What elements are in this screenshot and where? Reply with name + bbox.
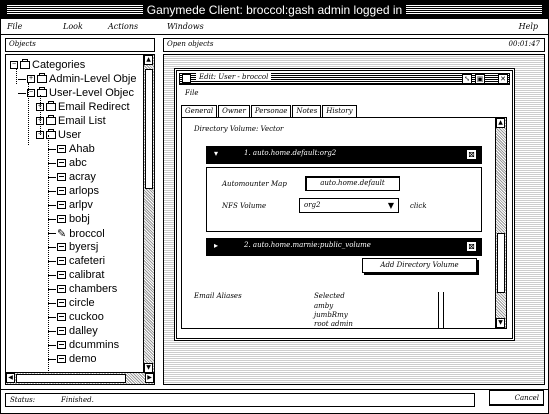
edit-user-window bbox=[174, 68, 515, 341]
tree-node-categories[interactable]: − Categories bbox=[11, 59, 86, 71]
tab-history[interactable]: History bbox=[322, 105, 356, 117]
dropdown-arrow-icon[interactable]: ▼ bbox=[387, 201, 394, 210]
tree-leaf-chambers[interactable]: chambers bbox=[48, 283, 117, 295]
objects-header bbox=[5, 38, 155, 52]
object-tree-panel bbox=[5, 54, 155, 385]
objects-header-label: Objects bbox=[9, 40, 36, 48]
menu-bar bbox=[1, 19, 548, 35]
triangle-right-icon[interactable]: ▸ bbox=[214, 241, 219, 250]
user-icon bbox=[57, 159, 66, 167]
user-icon bbox=[57, 215, 66, 223]
expand-icon[interactable]: + bbox=[28, 75, 34, 82]
open-objects-header bbox=[163, 38, 545, 52]
scroll-down-icon[interactable]: ▼ bbox=[496, 318, 505, 328]
folder-icon bbox=[46, 131, 56, 139]
tree-leaf-ahab[interactable]: Ahab bbox=[48, 143, 95, 155]
tab-personae[interactable]: Personae bbox=[251, 105, 292, 117]
scroll-up-icon[interactable]: ▲ bbox=[496, 118, 505, 128]
directory-volume-label: Directory Volume: Vector bbox=[194, 125, 284, 133]
menu-actions[interactable]: Actions bbox=[108, 22, 139, 31]
tree-horizontal-scrollbar[interactable] bbox=[6, 372, 154, 384]
email-aliases-list[interactable] bbox=[278, 292, 448, 329]
tab-owner[interactable]: Owner bbox=[218, 105, 250, 117]
user-icon bbox=[57, 187, 66, 195]
tab-panel bbox=[181, 117, 507, 329]
tree-leaf-arlpv[interactable]: arlpv bbox=[48, 199, 93, 211]
list-item[interactable]: root admin bbox=[314, 320, 353, 328]
edit-menu-file[interactable]: File bbox=[185, 89, 199, 97]
tab-notes[interactable]: Notes bbox=[292, 105, 321, 117]
menu-help[interactable]: Help bbox=[518, 22, 538, 31]
panel-scroll-thumb[interactable] bbox=[497, 233, 505, 293]
window-title: Ganymede Client: broccol:gash admin logged in bbox=[143, 3, 406, 17]
volume-1-header[interactable]: ▾ 1. auto.home.default:org2 ⊠ bbox=[206, 146, 482, 164]
triangle-down-icon[interactable]: ▾ bbox=[214, 149, 219, 158]
folder-icon bbox=[20, 61, 30, 69]
user-icon bbox=[57, 285, 66, 293]
session-clock: 00:01:47 bbox=[508, 40, 540, 48]
user-icon bbox=[57, 145, 66, 153]
window-menu-icon[interactable] bbox=[182, 74, 191, 83]
tree-leaf-acray[interactable]: acray bbox=[48, 171, 96, 183]
edit-window-title: Edit: User - broccol bbox=[196, 73, 271, 81]
click-label: click bbox=[410, 202, 427, 210]
iconify-icon[interactable]: ⤡ bbox=[462, 74, 472, 84]
user-icon bbox=[57, 243, 66, 251]
object-tree bbox=[6, 55, 144, 373]
volume-2-name: auto.home.marnie:public_volume bbox=[252, 241, 371, 249]
email-aliases-label: Email Aliases bbox=[194, 292, 242, 300]
tree-leaf-bobj[interactable]: bobj bbox=[48, 213, 90, 225]
scroll-down-icon[interactable]: ▼ bbox=[144, 363, 153, 373]
user-icon bbox=[57, 173, 66, 181]
collapse-icon[interactable]: − bbox=[11, 61, 17, 68]
status-bar bbox=[1, 389, 548, 413]
delete-volume-1-icon[interactable]: ⊠ bbox=[466, 149, 477, 160]
volume-2-header[interactable]: ▸ 2. auto.home.marnie:public_volume ⊠ bbox=[206, 238, 482, 256]
user-icon bbox=[57, 341, 66, 349]
menu-look[interactable]: Look bbox=[63, 22, 83, 31]
aliases-selected-label: Selected bbox=[314, 292, 345, 300]
delete-volume-2-icon[interactable]: ⊠ bbox=[466, 241, 477, 252]
tree-leaf-broccol[interactable]: ✎ broccol bbox=[48, 227, 105, 240]
tree-leaf-abc[interactable]: abc bbox=[48, 157, 87, 169]
collapse-icon[interactable]: − bbox=[28, 89, 34, 96]
tree-node-user-level-objects[interactable]: − User-Level Objec bbox=[18, 87, 134, 99]
list-item[interactable]: amby bbox=[314, 302, 334, 310]
user-icon bbox=[57, 257, 66, 265]
menu-windows[interactable]: Windows bbox=[167, 22, 204, 31]
user-icon bbox=[57, 299, 66, 307]
nfs-volume-select[interactable]: org2 ▼ bbox=[299, 198, 399, 213]
expand-icon[interactable]: + bbox=[37, 103, 43, 110]
aliases-scrollbar[interactable] bbox=[438, 292, 444, 329]
tree-vertical-scrollbar[interactable] bbox=[143, 55, 154, 373]
user-icon bbox=[57, 271, 66, 279]
edit-window-titlebar[interactable] bbox=[179, 73, 510, 85]
user-icon bbox=[57, 355, 66, 363]
tree-node-email-list[interactable]: + Email List bbox=[37, 115, 106, 127]
folder-icon bbox=[46, 117, 56, 125]
tab-general[interactable]: General bbox=[181, 105, 217, 117]
tree-node-email-redirect[interactable]: + Email Redirect bbox=[37, 101, 130, 113]
title-bar[interactable] bbox=[1, 1, 548, 19]
tree-leaf-circle[interactable]: circle bbox=[48, 297, 95, 309]
scroll-right-icon[interactable]: ▶ bbox=[145, 373, 154, 383]
nfs-volume-label: NFS Volume bbox=[222, 202, 267, 210]
folder-icon bbox=[37, 89, 47, 97]
open-objects-label: Open objects bbox=[167, 40, 214, 48]
tree-leaf-cuckoo[interactable]: cuckoo bbox=[48, 311, 104, 323]
close-icon[interactable]: ✕ bbox=[498, 74, 508, 84]
expand-icon[interactable]: + bbox=[37, 117, 43, 124]
scroll-left-icon[interactable]: ◀ bbox=[6, 373, 15, 383]
cancel-button[interactable]: Cancel bbox=[489, 390, 544, 406]
tree-leaf-arlops[interactable]: arlops bbox=[48, 185, 99, 197]
user-icon bbox=[57, 327, 66, 335]
folder-icon bbox=[37, 75, 47, 83]
folder-icon bbox=[46, 103, 56, 111]
tree-leaf-calibrat[interactable]: calibrat bbox=[48, 269, 104, 281]
menu-file[interactable]: File bbox=[7, 22, 23, 31]
scroll-up-icon[interactable]: ▲ bbox=[144, 55, 153, 65]
tree-leaf-byersj[interactable]: byersj bbox=[48, 241, 98, 253]
automounter-field[interactable]: auto.home.default bbox=[305, 176, 400, 191]
tree-scroll-thumb[interactable] bbox=[145, 69, 153, 189]
tab-strip bbox=[181, 105, 358, 117]
tree-hscroll-thumb[interactable] bbox=[16, 374, 126, 383]
tree-leaf-dcummins[interactable]: dcummins bbox=[48, 339, 119, 351]
volume-1-body bbox=[206, 167, 482, 232]
tree-leaf-demo[interactable]: demo bbox=[48, 353, 97, 365]
pencil-icon: ✎ bbox=[57, 228, 67, 240]
user-icon bbox=[57, 313, 66, 321]
list-item[interactable]: jumbRmy bbox=[314, 311, 348, 319]
maximize-icon[interactable]: ▣ bbox=[476, 75, 484, 83]
tree-node-user[interactable]: − User bbox=[37, 129, 82, 141]
user-icon bbox=[57, 201, 66, 209]
status-field bbox=[5, 393, 475, 407]
tree-leaf-cafeteri[interactable]: cafeteri bbox=[48, 255, 105, 267]
status-label: Status: bbox=[10, 396, 36, 404]
volume-1-name: auto.home.default:org2 bbox=[252, 149, 337, 157]
add-directory-volume-button[interactable]: Add Directory Volume bbox=[362, 258, 477, 273]
automounter-label: Automounter Map bbox=[222, 180, 287, 188]
panel-vertical-scrollbar[interactable] bbox=[495, 118, 506, 328]
status-value: Finished. bbox=[61, 396, 94, 404]
tree-node-admin-level-objects[interactable]: + Admin-Level Obje bbox=[18, 73, 136, 85]
collapse-icon[interactable]: − bbox=[37, 131, 43, 138]
tree-leaf-dalley[interactable]: dalley bbox=[48, 325, 98, 337]
